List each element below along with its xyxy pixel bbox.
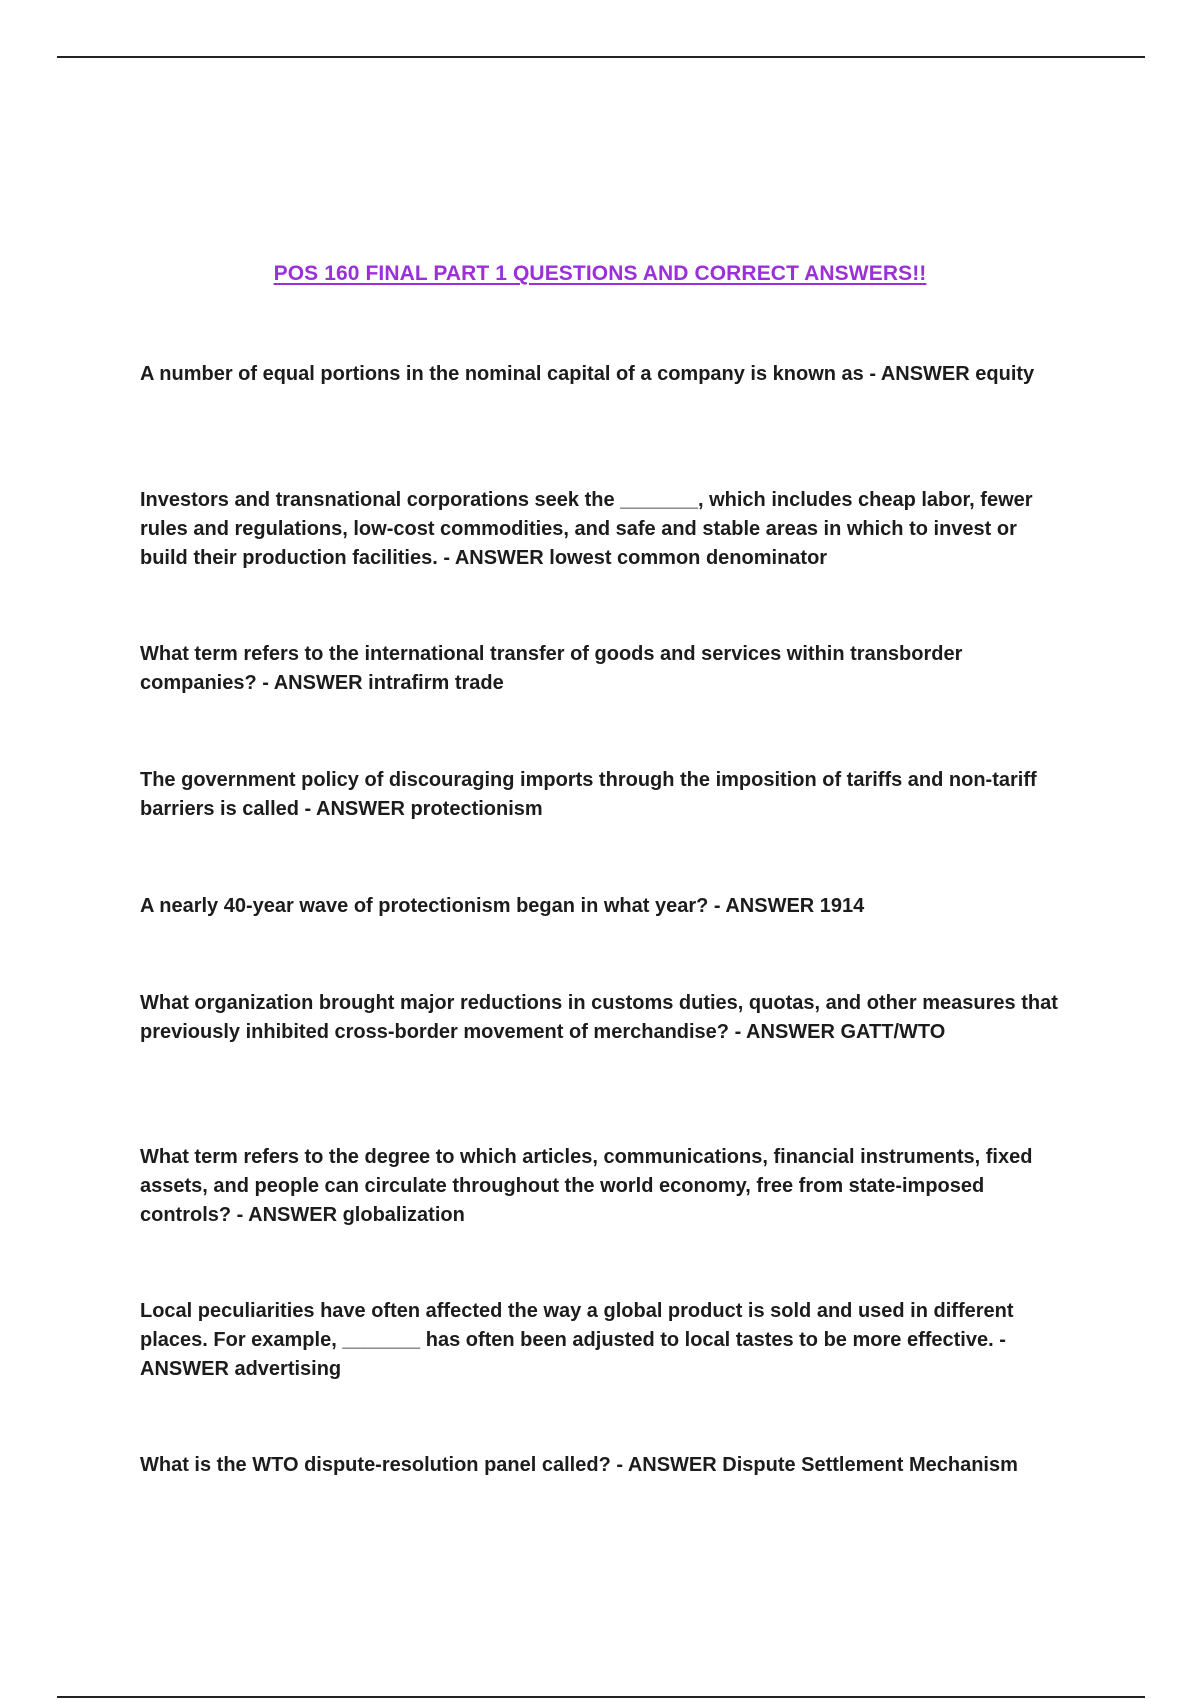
qa-item-8: Local peculiarities have often affected the way a global product is sold and used in different places. For example, _______ has often been adjusted to local tastes to be more effective. - ANSWER advertising	[140, 1300, 1014, 1380]
qa-item-2: Investors and transnational corporations seek the _______, which includes cheap labor, fewer rules and regulations, low-cost commodities, and safe and stable areas in which to invest or build their production facilities. - ANSWER lowest common denominator	[140, 489, 1033, 569]
bottom-rule	[57, 1696, 1145, 1698]
document-title: POS 160 FINAL PART 1 QUESTIONS AND CORRECT ANSWERS!!	[273, 262, 927, 285]
qa-item-4: The government policy of discouraging imports through the imposition of tariffs and non-tariff barriers is called - ANSWER protectionism	[140, 769, 1037, 820]
top-rule	[57, 56, 1145, 58]
qa-item-1: A number of equal portions in the nominal capital of a company is known as - ANSWER equity	[140, 363, 1035, 385]
qa-item-5: A nearly 40-year wave of protectionism began in what year? - ANSWER 1914	[140, 895, 865, 917]
qa-item-7: What term refers to the degree to which articles, communications, financial instruments, fixed assets, and people can circulate throughout the world economy, free from state-imposed controls? - ANSWER globalization	[140, 1146, 1033, 1226]
qa-item-3: What term refers to the international transfer of goods and services within transborder companies? - ANSWER intrafirm trade	[140, 643, 963, 694]
qa-item-6: What organization brought major reductions in customs duties, quotas, and other measures that previously inhibited cross-border movement of merchandise? - ANSWER GATT/WTO	[140, 992, 1058, 1043]
qa-item-9: What is the WTO dispute-resolution panel called? - ANSWER Dispute Settlement Mechanism	[140, 1454, 1018, 1476]
